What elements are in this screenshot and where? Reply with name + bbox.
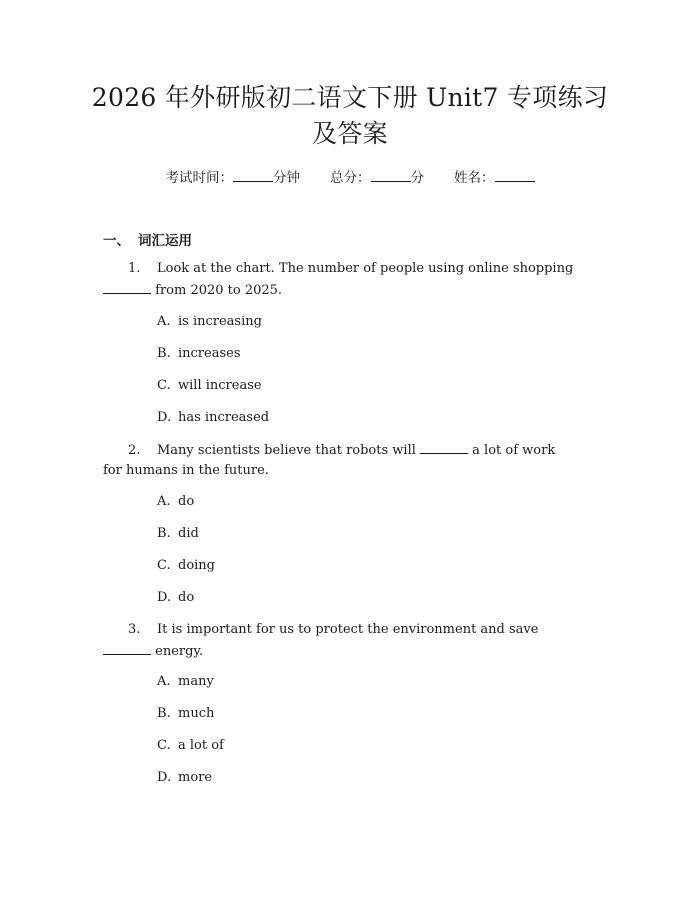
- option-letter: C.: [157, 738, 171, 753]
- option-a: [157, 672, 214, 692]
- exam-time-blank: [233, 168, 273, 182]
- question-2-text: [103, 440, 593, 461]
- exam-time-label: 考试时间：: [165, 170, 233, 186]
- question-3-text-continued: [103, 641, 593, 662]
- option-text: many: [178, 674, 214, 689]
- option-letter: B.: [157, 346, 171, 361]
- option-d: [157, 768, 212, 788]
- option-b: [157, 344, 241, 364]
- total-score-field: [330, 166, 424, 186]
- question-number: 3.: [128, 622, 141, 637]
- answer-blank: [103, 280, 151, 294]
- option-text: did: [178, 526, 199, 541]
- exam-time-unit: 分钟: [273, 170, 300, 186]
- option-c: [157, 736, 224, 756]
- option-a: [157, 492, 194, 512]
- option-letter: A.: [157, 314, 171, 329]
- exam-info-row: [0, 166, 700, 186]
- student-name-label: 姓名：: [454, 170, 495, 186]
- option-text: doing: [178, 558, 216, 573]
- question-number: 1.: [128, 261, 141, 276]
- option-letter: A.: [157, 494, 171, 509]
- exam-time-field: [166, 166, 301, 186]
- option-text: is increasing: [178, 314, 262, 329]
- option-letter: D.: [157, 410, 172, 425]
- option-text: more: [178, 770, 213, 785]
- total-score-blank: [371, 168, 411, 182]
- option-letter: B.: [157, 526, 171, 541]
- question-stem-after-blank: a lot of work: [472, 443, 556, 458]
- question-stem: Look at the chart. The number of people using online shopping: [157, 261, 574, 276]
- option-b: [157, 704, 214, 724]
- option-text: has increased: [178, 410, 270, 425]
- question-1-text-continued: [103, 280, 593, 301]
- question-stem-continued: for humans in the future.: [103, 463, 269, 478]
- option-letter: C.: [157, 558, 171, 573]
- question-number: 2.: [128, 443, 141, 458]
- document-title-continued: 及答案: [312, 119, 388, 148]
- option-letter: A.: [157, 674, 171, 689]
- question-1-text: [103, 259, 593, 279]
- section-number: 一、: [103, 233, 130, 249]
- student-name-blank: [495, 168, 535, 182]
- option-text: do: [178, 494, 195, 509]
- option-text: increases: [178, 346, 241, 361]
- option-c: [157, 376, 262, 396]
- total-score-unit: 分: [410, 170, 424, 186]
- option-d: [157, 408, 269, 428]
- option-c: [157, 556, 215, 576]
- section-title: 词汇运用: [138, 233, 192, 249]
- question-stem-continued: energy.: [155, 644, 204, 659]
- option-letter: D.: [157, 770, 172, 785]
- option-text: much: [178, 706, 215, 721]
- option-a: [157, 312, 262, 332]
- question-stem-continued: from 2020 to 2025.: [155, 283, 283, 298]
- question-stem: Many scientists believe that robots will: [157, 443, 416, 458]
- option-letter: D.: [157, 590, 172, 605]
- option-letter: B.: [157, 706, 171, 721]
- answer-blank: [103, 641, 151, 655]
- student-name-field: [454, 166, 535, 186]
- question-2-text-continued: [103, 461, 593, 481]
- option-b: [157, 524, 199, 544]
- option-text: a lot of: [178, 738, 224, 753]
- option-d: [157, 588, 194, 608]
- question-stem: It is important for us to protect the environment and save: [157, 622, 539, 637]
- option-letter: C.: [157, 378, 171, 393]
- answer-blank: [420, 440, 468, 454]
- option-text: do: [178, 590, 195, 605]
- document-title: 2026 年外研版初二语文下册 Unit7 专项练习: [91, 83, 609, 112]
- question-3-text: [103, 620, 593, 640]
- total-score-label: 总分：: [330, 170, 371, 186]
- option-text: will increase: [178, 378, 262, 393]
- section-heading: [103, 229, 192, 249]
